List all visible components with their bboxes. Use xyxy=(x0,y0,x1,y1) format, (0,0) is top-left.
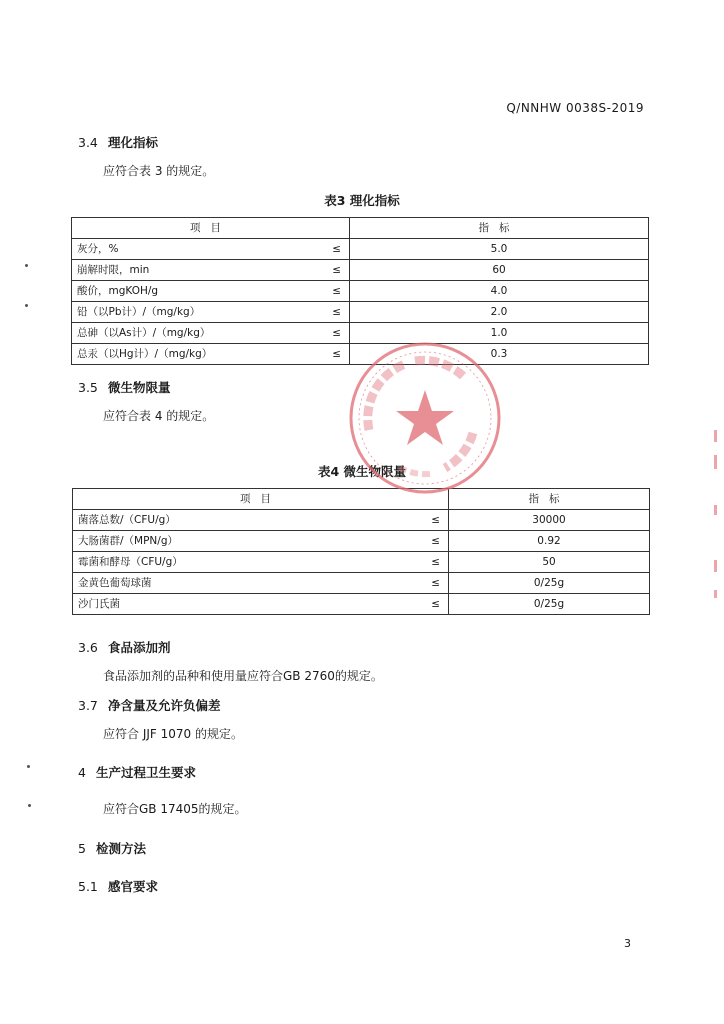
margin-mark xyxy=(25,304,28,307)
table-row xyxy=(72,281,649,302)
row-name: 灰分，% xyxy=(72,239,317,260)
table4 xyxy=(72,488,650,615)
row-value: 60 xyxy=(350,260,649,281)
row-operator: ≤ xyxy=(316,344,350,365)
row-value: 0.3 xyxy=(350,344,649,365)
table4-caption: 表4 微生物限量 xyxy=(317,464,407,479)
page-number: 3 xyxy=(624,937,631,950)
row-operator: ≤ xyxy=(415,531,449,552)
row-value: 0/25g xyxy=(449,594,650,615)
section-3-7-heading: 3.7 净含量及允许负偏差 xyxy=(78,698,221,713)
margin-mark xyxy=(27,765,30,768)
row-operator: ≤ xyxy=(415,510,449,531)
row-name: 菌落总数/（CFU/g） xyxy=(73,510,416,531)
section-4-body: 应符合GB 17405的规定。 xyxy=(103,802,247,816)
row-operator: ≤ xyxy=(415,594,449,615)
section-3-5-body: 应符合表 4 的规定。 xyxy=(103,409,215,423)
row-name: 总砷（以As计）/（mg/kg） xyxy=(72,323,317,344)
row-operator: ≤ xyxy=(316,323,350,344)
table-row xyxy=(72,302,649,323)
table3-header-value: 指标 xyxy=(350,218,649,239)
row-value: 50 xyxy=(449,552,650,573)
table-row xyxy=(72,260,649,281)
row-operator: ≤ xyxy=(316,239,350,260)
row-value: 5.0 xyxy=(350,239,649,260)
table3-caption: 表3 理化指标 xyxy=(324,193,400,208)
section-5-heading: 5 检测方法 xyxy=(78,841,147,856)
row-operator: ≤ xyxy=(415,573,449,594)
row-name: 金黄色葡萄球菌 xyxy=(73,573,416,594)
row-operator: ≤ xyxy=(316,260,350,281)
row-name: 铅（以Pb计）/（mg/kg） xyxy=(72,302,317,323)
row-value: 30000 xyxy=(449,510,650,531)
edge-seal-fragment xyxy=(704,425,724,605)
document-number: Q/NNHW 0038S-2019 xyxy=(506,101,644,115)
table-row xyxy=(73,552,650,573)
row-name: 崩解时限，min xyxy=(72,260,317,281)
table-row xyxy=(72,239,649,260)
table4-header-item: 项目 xyxy=(73,489,449,510)
section-3-6-heading: 3.6 食品添加剂 xyxy=(78,640,171,655)
section-3-7-body: 应符合 JJF 1070 的规定。 xyxy=(103,727,243,741)
section-3-6-body: 食品添加剂的品种和使用量应符合GB 2760的规定。 xyxy=(103,669,383,683)
row-operator: ≤ xyxy=(316,302,350,323)
section-4-heading: 4 生产过程卫生要求 xyxy=(78,765,197,780)
table4-header-value: 指标 xyxy=(449,489,650,510)
row-name: 大肠菌群/（MPN/g） xyxy=(73,531,416,552)
margin-mark xyxy=(28,804,31,807)
section-3-5-heading: 3.5 微生物限量 xyxy=(78,380,171,395)
company-seal xyxy=(345,338,505,498)
table-row xyxy=(73,573,650,594)
section-3-4-heading: 3.4 理化指标 xyxy=(78,135,159,150)
table-row xyxy=(73,510,650,531)
row-value: 0/25g xyxy=(449,573,650,594)
row-name: 总汞（以Hg计）/（mg/kg） xyxy=(72,344,317,365)
margin-mark xyxy=(25,264,28,267)
row-operator: ≤ xyxy=(415,552,449,573)
section-5-1-heading: 5.1 感官要求 xyxy=(78,879,159,894)
row-name: 霉菌和酵母（CFU/g） xyxy=(73,552,416,573)
row-operator: ≤ xyxy=(316,281,350,302)
row-value: 0.92 xyxy=(449,531,650,552)
row-name: 酸价，mgKOH/g xyxy=(72,281,317,302)
row-value: 2.0 xyxy=(350,302,649,323)
section-3-4-body: 应符合表 3 的规定。 xyxy=(103,164,215,178)
star-icon xyxy=(396,390,454,445)
table-row xyxy=(73,531,650,552)
table3-header-item: 项目 xyxy=(72,218,350,239)
table-row xyxy=(73,594,650,615)
row-name: 沙门氏菌 xyxy=(73,594,416,615)
row-value: 1.0 xyxy=(350,323,649,344)
row-value: 4.0 xyxy=(350,281,649,302)
